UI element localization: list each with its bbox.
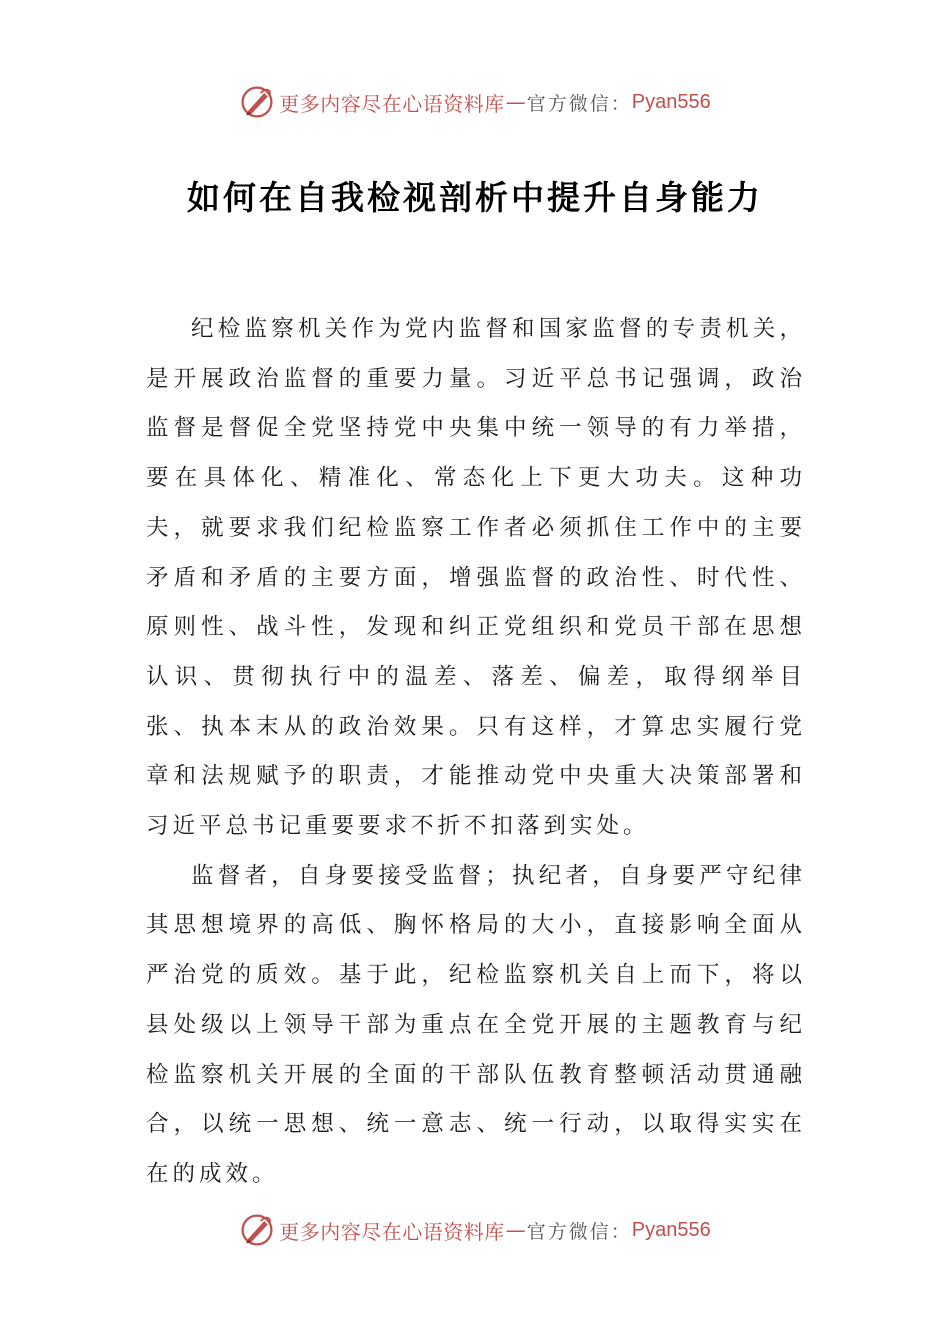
- wechat-id: Pyan556: [631, 1218, 711, 1241]
- official-label: 官方微信：: [526, 92, 632, 115]
- brand-text: 更多内容尽在心语资料库: [279, 1219, 505, 1244]
- header-banner: [0, 82, 950, 122]
- wechat-id: Pyan556: [631, 90, 711, 113]
- pen-logo-icon: [239, 84, 275, 120]
- official-label: 官方微信：: [526, 1220, 632, 1243]
- pen-logo-icon: [239, 1212, 275, 1248]
- separator: —: [505, 90, 526, 114]
- paragraph-2: 监督者，自身要接受监督；执纪者，自身要严守纪律其思想境界的高低、胸怀格局的大小，直接影响全面从严治党的质效。基于此，纪检监察机关自上而下，将以县处级以上领导干部为重点在全党开展的主题教育与纪检监察机关开展的全面的干部队伍教育整顿活动贯通融合，以统一思想、统一意志、统一行动，以取得实实在在的成效。: [146, 862, 806, 1187]
- document-body: [146, 305, 806, 1200]
- paragraph-1: 纪检监察机关作为党内监督和国家监督的专责机关，是开展政治监督的重要力量。习近平总书记强调，政治监督是督促全党坚持党中央集中统一领导的有力举措，要在具体化、精准化、常态化上下更大功夫。这种功夫，就要求我们纪检监察工作者必须抓住工作中的主要矛盾和矛盾的主要方面，增强监督的政治性、时代性、原则性、战斗性，发现和纠正党组织和党员干部在思想认识、贯彻执行中的温差、落差、偏差，取得纲举目张、执本末从的政治效果。只有这样，才算忠实履行党章和法规赋予的职责，才能推动党中央重大决策部署和习近平总书记重要要求不折不扣落到实处。: [146, 316, 806, 840]
- brand-text: 更多内容尽在心语资料库: [279, 91, 505, 116]
- separator: —: [505, 1218, 526, 1242]
- footer-banner: [0, 1210, 950, 1250]
- page-title: 如何在自我检视剖析中提升自身能力: [187, 178, 763, 217]
